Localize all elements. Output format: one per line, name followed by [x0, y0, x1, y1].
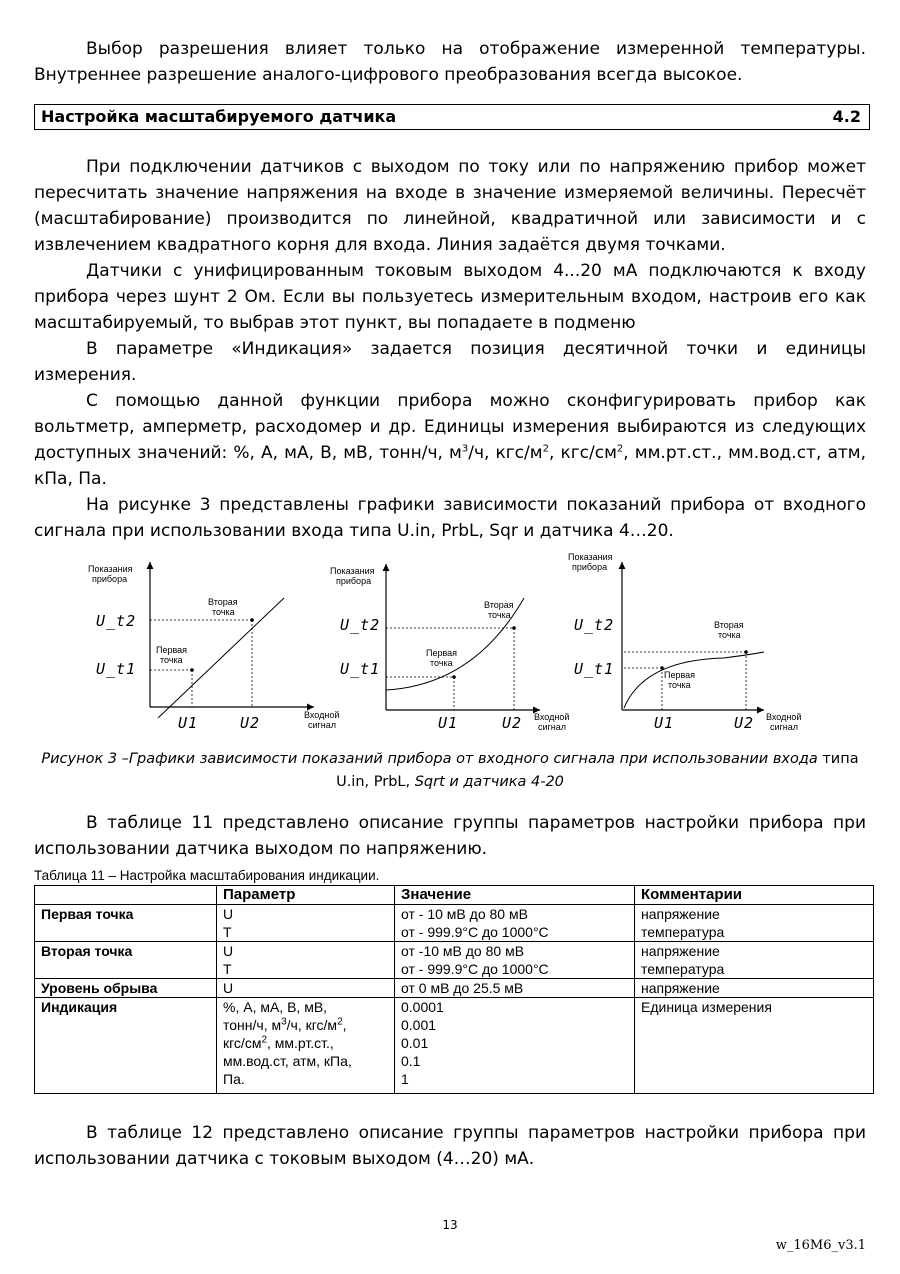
page-number: 13 [442, 1218, 458, 1232]
graph-quadratic [330, 564, 569, 732]
table-row: Первая точка U T от - 10 мВ до 80 мВ от - 999.9°С до 1000°С напряжение температура [35, 905, 874, 942]
svg-text:U1: U1 [654, 714, 675, 732]
table-row: Индикация %, А, мА, В, мВ, тонн/ч, $м^3/ч$, кгс/$м^2$, кгс/$см^2$, мм.рт.ст., мм.вод.ст, атм, кПа, Па. 0.0001 0.001 0.01 0.1 1 Единица измерения [35, 998, 874, 1094]
section-title: Настройка масштабируемого датчика [41, 107, 397, 126]
figure-caption: Рисунок 3 –Графики зависимости показаний прибора от входного сигнала при использовании входа типа U.in, PrbL, Sqrt и датчика 4-20 [41, 751, 859, 790]
figure-graphs [84, 550, 874, 740]
svg-text:U2: U2 [734, 714, 755, 732]
svg-text:U_t1: U_t1 [340, 660, 381, 678]
svg-text:Показания: Показания [330, 566, 375, 576]
table-caption: Таблица 11 – Настройка масштабирования индикации. [34, 868, 380, 883]
svg-text:точка: точка [668, 680, 691, 690]
y-axis-label: Показания [88, 564, 133, 574]
paragraph-1: При подключении датчиков с выходом по току или по напряжению прибор может пересчитать значение напряжения на входе в значение измеряемой величины. Пересчёт (масштабирование) производится по линейной, квадратичной или зависимости и с извлечением квадратного корня для входа. Линия задаётся двумя точками. [34, 157, 866, 255]
svg-text:U_t1: U_t1 [574, 660, 615, 678]
section-header [34, 104, 870, 130]
svg-text:Показания: Показания [568, 552, 613, 562]
svg-text:Входной: Входной [766, 712, 802, 722]
svg-text:Вторая: Вторая [714, 620, 744, 630]
intro-paragraph: Выбор разрешения влияет только на отображение измеренной температуры. Внутреннее разрешение аналого-цифрового преобразования всегда высокое. [34, 39, 866, 85]
svg-text:U2: U2 [502, 714, 523, 732]
lcd-u1: U1 [178, 714, 199, 732]
table-11 [34, 885, 874, 1094]
table-header-row: Параметр Значение Комментарии [35, 886, 874, 905]
table-row: Вторая точка U T от -10 мВ до 80 мВ от - 999.9°С до 1000°С напряжение температура [35, 942, 874, 979]
svg-text:Входной: Входной [534, 712, 570, 722]
paragraph-2: Датчики с унифицированным токовым выходом 4...20 мА подключаются к входу прибора через шунт 2 Ом. Если вы пользуетесь измерительным входом, настроив его как масштабируемый, то выбрав этот пункт, вы попадаете в подменю [34, 261, 866, 333]
svg-text:прибора: прибора [336, 576, 372, 586]
svg-text:сигнал: сигнал [538, 722, 567, 732]
svg-text:точка: точка [718, 630, 741, 640]
x-axis-label: Входной [304, 710, 340, 720]
document-id: w_16M6_v3.1 [775, 1238, 866, 1253]
svg-text:сигнал: сигнал [770, 722, 799, 732]
svg-text:сигнал: сигнал [308, 720, 337, 730]
svg-text:точка: точка [430, 658, 453, 668]
svg-text:Вторая: Вторая [208, 597, 238, 607]
graph-linear [88, 562, 339, 732]
svg-text:точка: точка [212, 607, 235, 617]
svg-text:прибора: прибора [92, 574, 128, 584]
table-row: Уровень обрыва U от 0 мВ до 25.5 мВ напряжение [35, 979, 874, 998]
graph-sqrt [568, 552, 801, 732]
paragraph-5: На рисунке 3 представлены графики зависимости показаний прибора от входного сигнала при использовании входа типа U.in, PrbL, Sqr и датчика 4…20. [34, 495, 866, 541]
lcd-t2: U_t2 [96, 612, 137, 630]
paragraph-7: В таблице 12 представлено описание группы параметров настройки прибора при использовании датчика с токовым выходом (4…20) мА. [34, 1123, 866, 1169]
svg-text:U1: U1 [438, 714, 459, 732]
paragraph-4: С помощью данной функции прибора можно сконфигурировать прибор как вольтметр, амперметр, расходомер и др. Единицы измерения выбираются из следующих доступных значений: %, А, мА, В, мВ, тонн/ч, $м^3/ч$, кгс/$м^2$, кгс/$см^2$, мм.рт.ст., мм.вод.ст, атм, кПа, Па. [34, 391, 866, 489]
section-number: 4.2 [832, 107, 861, 126]
svg-text:Первая: Первая [156, 645, 188, 655]
svg-text:Вторая: Вторая [484, 600, 514, 610]
svg-text:U_t2: U_t2 [574, 616, 615, 634]
svg-text:точка: точка [160, 655, 183, 665]
lcd-u2: U2 [240, 714, 261, 732]
svg-text:Первая: Первая [426, 648, 458, 658]
svg-text:прибора: прибора [572, 562, 608, 572]
lcd-t1: U_t1 [96, 660, 137, 678]
svg-text:Первая: Первая [664, 670, 696, 680]
paragraph-3: В параметре «Индикация» задается позиция десятичной точки и единицы измерения. [34, 339, 866, 385]
svg-text:точка: точка [488, 610, 511, 620]
svg-text:U_t2: U_t2 [340, 616, 381, 634]
paragraph-6: В таблице 11 представлено описание группы параметров настройки прибора при использовании датчика выходом по напряжению. [34, 813, 866, 859]
